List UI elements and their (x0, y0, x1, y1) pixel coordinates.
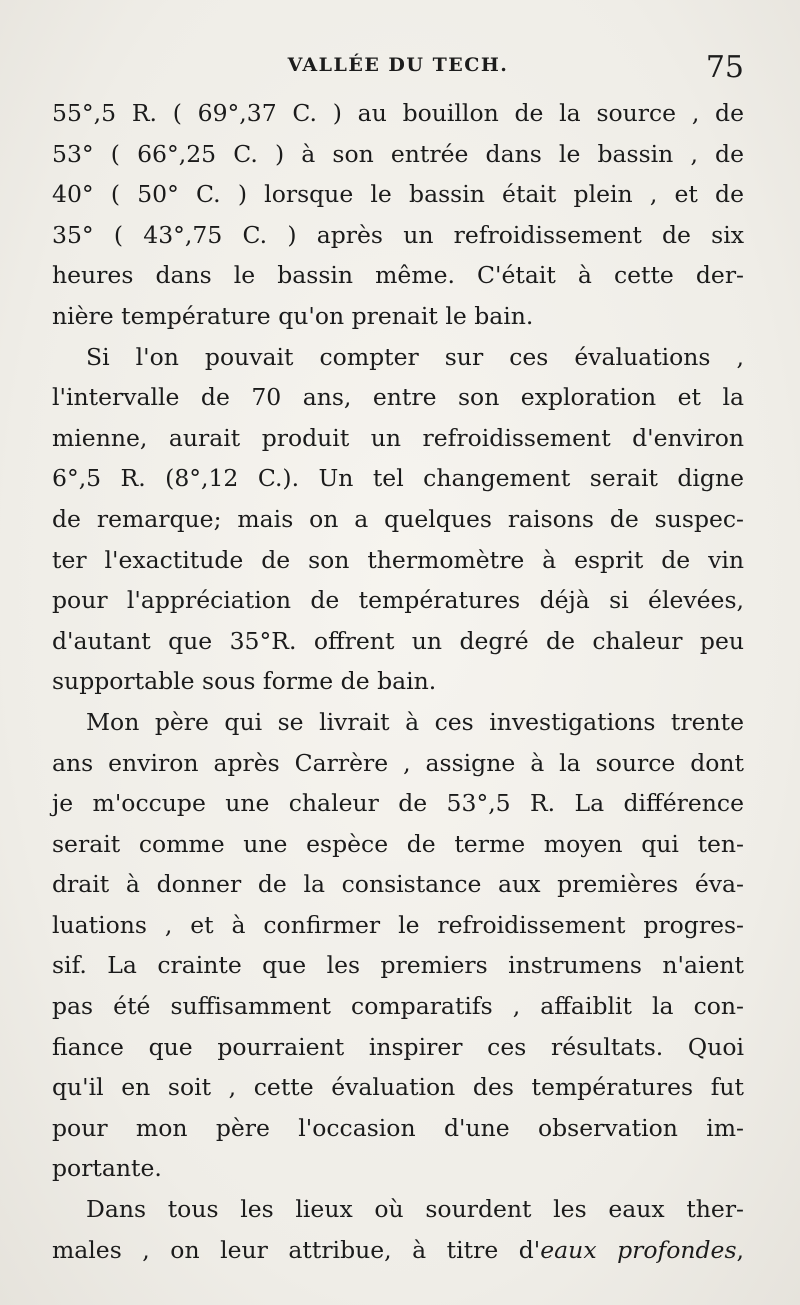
text-line: ans environ après Carrère , assigne à la source dont (52, 748, 744, 777)
text-line: heures dans le bassin même. C'était à cette der- (52, 261, 744, 290)
text-line: sif. La crainte que les premiers instrumens n'aient (52, 951, 744, 980)
text-line: 40° ( 50° C. ) lorsque le bassin était plein , et de (52, 180, 744, 209)
text-line: mienne, aurait produit un refroidissement d'environ (52, 423, 744, 452)
text-line: nière température qu'on prenait le bain. (52, 301, 534, 330)
text-line: de remarque; mais on a quelques raisons de suspec- (52, 504, 744, 533)
text-line: ter l'exactitude de son thermomètre à esprit de vin (52, 545, 744, 574)
running-head (52, 50, 744, 90)
running-title: VALLÉE DU TECH. (287, 54, 509, 76)
text-line: Mon père qui se livrait à ces investigations trente (86, 707, 744, 736)
text-line: portante. (52, 1154, 162, 1183)
text-line: serait comme une espèce de terme moyen qui ten- (52, 829, 744, 858)
text-line: 6°,5 R. (8°,12 C.). Un tel changement serait digne (52, 464, 744, 493)
body-text (52, 93, 744, 1270)
text-line: pas été suffisamment comparatifs , affaiblit la con- (52, 992, 744, 1021)
text-line: 55°,5 R. ( 69°,37 C. ) au bouillon de la source , de (52, 99, 744, 127)
text-line: 53° ( 66°,25 C. ) à son entrée dans le bassin , de (52, 139, 744, 168)
page-number: 75 (705, 50, 744, 85)
text-line: d'autant que 35°R. offrent un degré de chaleur peu (52, 626, 744, 655)
text-line (52, 1230, 744, 1271)
text-line: pour mon père l'occasion d'une observation im- (52, 1113, 744, 1142)
text-fragment: males , on leur attribue, à titre d' (52, 1235, 541, 1264)
text-line: l'intervalle de 70 ans, entre son exploration et la (52, 383, 744, 412)
text-line: Si l'on pouvait compter sur ces évaluations , (86, 342, 744, 371)
text-line: pour l'appréciation de températures déjà si élevées, (52, 586, 744, 615)
text-line: qu'il en soit , cette évaluation des températures fut (52, 1073, 744, 1102)
text-line: 35° ( 43°,75 C. ) après un refroidissement de six (52, 220, 744, 249)
text-line: luations , et à confirmer le refroidissement progres- (52, 910, 744, 939)
text-line: drait à donner de la consistance aux premières éva- (52, 870, 744, 899)
text-line: Dans tous les lieux où sourdent les eaux ther- (86, 1195, 744, 1224)
text-line: fiance que pourraient inspirer ces résultats. Quoi (52, 1032, 744, 1061)
text-fragment: , (736, 1235, 744, 1264)
italic-phrase: eaux profondes (540, 1235, 737, 1264)
text-line: supportable sous forme de bain. (52, 667, 437, 696)
text-line: je m'occupe une chaleur de 53°,5 R. La différence (52, 789, 744, 818)
